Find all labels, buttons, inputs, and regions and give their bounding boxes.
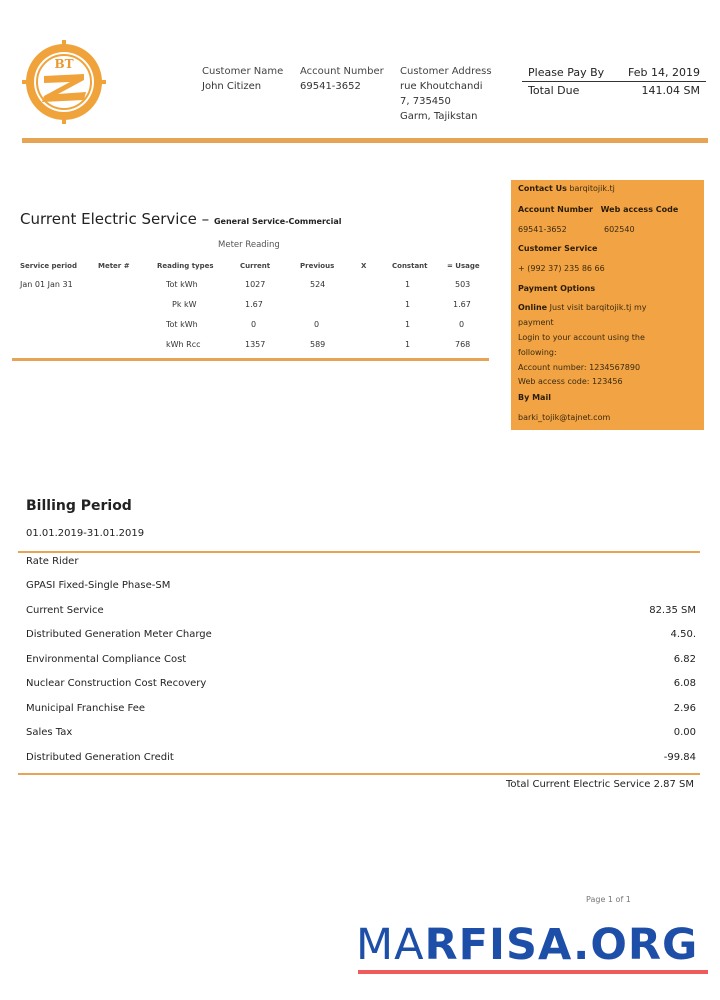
contact-email[interactable]: barki_tojik@tajnet.com (518, 413, 611, 422)
bill-item (26, 752, 696, 763)
watermark-part-a: MA (356, 920, 425, 970)
login-web-code: Web access code: 123456 (518, 377, 623, 386)
bill-item-amount: -99.84 (663, 752, 696, 763)
col-service-period: Service period (20, 262, 77, 270)
billing-period-dates: 01.01.2019-31.01.2019 (26, 528, 145, 539)
total-due-row (522, 82, 706, 99)
service-title-text: Current Electric Service – (20, 210, 210, 228)
bill-item-label: Nuclear Construction Cost Recovery (26, 678, 207, 689)
online-label: Online (518, 303, 548, 312)
watermark-underline (358, 970, 708, 974)
row1-usage: 503 (455, 280, 471, 289)
bill-item-amount: 2.96 (673, 703, 696, 714)
customer-name-label: Customer Name (202, 66, 284, 77)
row1-constant: 1 (405, 280, 411, 289)
col-meter: Meter # (98, 262, 130, 270)
online-line (518, 303, 646, 312)
row2-current: 1.67 (245, 300, 263, 309)
row4-previous: 589 (310, 340, 326, 349)
contact-us-site[interactable]: barqitojik.tj (569, 184, 615, 193)
bill-item (26, 629, 696, 640)
customer-address-label: Customer Address (400, 66, 492, 77)
address-line-1: rue Khoutchandi (400, 81, 483, 92)
bill-item-amount: 82.35 SM (649, 605, 696, 616)
page-number: Page 1 of 1 (586, 895, 631, 904)
row1-type: Tot kWh (166, 280, 198, 289)
col-constant: Constant (392, 262, 428, 270)
meter-table-divider (12, 358, 489, 361)
bill-item-label: Current Service (26, 605, 104, 616)
bill-item (26, 605, 696, 616)
rate-rider-row (26, 556, 696, 567)
col-usage: = Usage (447, 262, 480, 270)
row3-constant: 1 (405, 320, 411, 329)
bill-item-amount: 6.82 (673, 654, 696, 665)
billing-divider-top (18, 551, 700, 553)
contact-web-code-label: Web access Code (600, 205, 679, 214)
contact-account-number-label: Account Number (518, 205, 593, 214)
account-number: 69541-3652 (300, 81, 361, 92)
rate-name-row (26, 580, 696, 591)
contact-web-code: 602540 (604, 225, 635, 234)
row4-usage: 768 (455, 340, 471, 349)
contact-us-label: Contact Us (518, 184, 567, 193)
pay-by-date: Feb 14, 2019 (628, 66, 700, 79)
contact-account-number: 69541-3652 (518, 225, 567, 234)
col-reading-types: Reading types (157, 262, 214, 270)
row1-previous: 524 (310, 280, 326, 289)
svg-text:BT: BT (54, 57, 74, 71)
online-text: Just visit barqitojik.tj my (549, 303, 647, 312)
login-account-number: Account number: 1234567890 (518, 363, 641, 372)
meter-reading-label: Meter Reading (218, 240, 280, 250)
row2-constant: 1 (405, 300, 411, 309)
row4-current: 1357 (245, 340, 266, 349)
online-text-2: payment (518, 318, 554, 327)
total-due-label: Total Due (528, 84, 580, 97)
contact-us-line (518, 184, 615, 193)
pay-by-label: Please Pay By (528, 66, 605, 79)
payment-options-label: Payment Options (518, 284, 596, 293)
account-code-header (518, 205, 678, 214)
bill-item-amount: 4.50. (670, 629, 696, 640)
col-previous: Previous (300, 262, 335, 270)
row2-type: Pk kW (172, 300, 197, 309)
row2-usage: 1.67 (453, 300, 471, 309)
row3-current: 0 (251, 320, 257, 329)
bill-item (26, 727, 696, 738)
watermark (356, 920, 698, 970)
bill-item-label: Sales Tax (26, 727, 73, 738)
customer-name: John Citizen (202, 81, 262, 92)
login-text-1: Login to your account using the (518, 333, 645, 342)
col-current: Current (240, 262, 271, 270)
customer-service-phone: + (992 37) 235 86 66 (518, 264, 605, 273)
customer-service-label: Customer Service (518, 244, 598, 253)
col-x: X (361, 262, 367, 270)
row1-period: Jan 01 Jan 31 (20, 280, 73, 289)
row3-usage: 0 (459, 320, 465, 329)
billing-divider-bottom (18, 773, 700, 775)
watermark-part-b: RFISA (424, 920, 574, 970)
bill-item (26, 703, 696, 714)
total-current-service: Total Current Electric Service 2.87 SM (505, 779, 694, 790)
bill-item-amount: 0.00 (673, 727, 696, 738)
bill-item-label: Municipal Franchise Fee (26, 703, 146, 714)
bill-item (26, 678, 696, 689)
watermark-part-c: .ORG (573, 920, 699, 970)
address-line-2: 7, 735450 (400, 96, 451, 107)
payment-summary (522, 64, 706, 99)
bill-item-label: Distributed Generation Credit (26, 752, 174, 763)
row3-previous: 0 (314, 320, 320, 329)
row4-constant: 1 (405, 340, 411, 349)
rate-rider-label: Rate Rider (26, 556, 79, 567)
row3-type: Tot kWh (166, 320, 198, 329)
bill-item-label: Environmental Compliance Cost (26, 654, 187, 665)
contact-panel (511, 180, 704, 430)
account-number-label: Account Number (300, 66, 384, 77)
bill-item-label: Distributed Generation Meter Charge (26, 629, 212, 640)
pay-by-row (522, 64, 706, 82)
service-subtitle: General Service-Commercial (213, 217, 342, 226)
total-due-amount: 141.04 SM (641, 84, 700, 97)
rate-name: GPASI Fixed-Single Phase-SM (26, 580, 171, 591)
bill-item (26, 654, 696, 665)
address-line-3: Garm, Tajikstan (400, 111, 478, 122)
row4-type: kWh Rcc (166, 340, 201, 349)
meter-reading-table (0, 0, 500, 380)
bill-item-amount: 6.08 (673, 678, 696, 689)
billing-period-title: Billing Period (26, 498, 132, 514)
by-mail-label: By Mail (518, 393, 551, 402)
login-text-2: following: (518, 348, 557, 357)
row1-current: 1027 (245, 280, 266, 289)
